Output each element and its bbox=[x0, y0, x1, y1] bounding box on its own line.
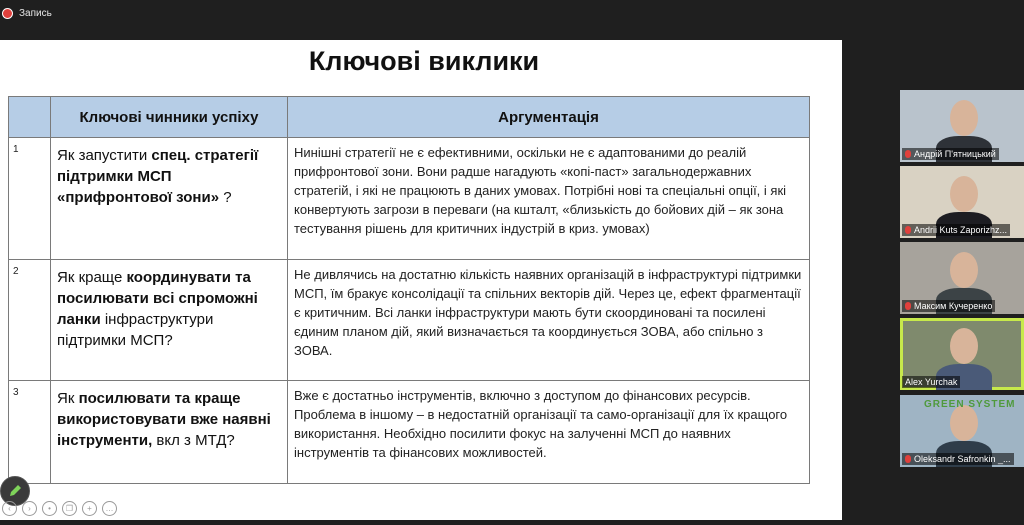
muted-mic-icon bbox=[905, 455, 911, 463]
factor-emphasis: координувати та посилювати всі спроможні ланки bbox=[57, 269, 258, 328]
factor-text: ? bbox=[219, 189, 232, 206]
participant-tile[interactable] bbox=[900, 90, 1024, 162]
muted-mic-icon bbox=[905, 302, 911, 310]
argument-cell: Нинішні стратегії не є ефективними, оскільки не є адаптованими до реалій прифронтової зони. Вони радше нагадують «копі-паст» загальнодержавних стратегій, і які не працюють в даних умовах. Потрібні нові та спеціальні опції, і які конвертують загрози в переваги (на кшталт, «близькість до бойових дій – як зона тестування рішень для критичних індустрій в криз. умовах) bbox=[288, 138, 810, 260]
recording-indicator[interactable] bbox=[2, 8, 52, 19]
header-num bbox=[9, 97, 51, 138]
participant-tile[interactable] bbox=[900, 242, 1024, 314]
participant-name-tag bbox=[902, 453, 1014, 465]
factor-text: вкл з МТД? bbox=[152, 432, 235, 449]
table-row bbox=[9, 138, 810, 260]
participant-name: Oleksandr Safronkin _... bbox=[914, 454, 1011, 464]
pointer-icon[interactable]: • bbox=[42, 501, 57, 516]
participant-name-tag bbox=[902, 148, 999, 160]
next-icon[interactable]: › bbox=[22, 501, 37, 516]
copy-icon[interactable]: ❐ bbox=[62, 501, 77, 516]
slide-title: Ключові виклики bbox=[308, 46, 540, 76]
top-bar bbox=[0, 0, 1024, 30]
participant-face bbox=[950, 176, 978, 212]
factor-text: Як краще bbox=[57, 269, 127, 286]
more-icon[interactable]: … bbox=[102, 501, 117, 516]
table-row bbox=[9, 381, 810, 484]
factor-text: інфраструктури підтримки МСП? bbox=[57, 311, 214, 349]
factor-emphasis: спец. стратегії підтримки МСП «прифронтової зони» bbox=[57, 147, 259, 206]
row-number: 1 bbox=[9, 138, 51, 260]
record-icon bbox=[2, 8, 13, 19]
participant-name: Андрій П'ятницький bbox=[914, 149, 996, 159]
header-factors: Ключові чинники успіху bbox=[51, 97, 288, 138]
participant-name: Alex Yurchak bbox=[905, 377, 958, 387]
success-factor-cell bbox=[51, 381, 288, 484]
participant-name-tag bbox=[902, 300, 995, 312]
factor-text: Як bbox=[57, 390, 79, 407]
participant-name: Andrii Kuts Zaporizhz... bbox=[914, 225, 1008, 235]
background-logo: GREEN SYSTEM bbox=[924, 399, 1016, 410]
participant-face bbox=[950, 328, 978, 364]
pen-icon bbox=[7, 483, 23, 499]
argument-cell: Вже є достатньо інструментів, включно з доступом до фінансових ресурсів. Проблема в іншому – в недостатній організації та само-організації для їх кращого використання. Необхідно посилити фокус на залученні МСП до наявних інструментів та фінансових можливостей. bbox=[288, 381, 810, 484]
muted-mic-icon bbox=[905, 150, 911, 158]
participant-name: Максим Кучеренко bbox=[914, 301, 993, 311]
participant-name-tag bbox=[902, 376, 960, 388]
success-factor-cell bbox=[51, 138, 288, 260]
participant-face bbox=[950, 405, 978, 441]
factor-emphasis: посилювати та краще використовувати вже наявні інструменти, bbox=[57, 390, 271, 449]
success-factor-cell bbox=[51, 260, 288, 381]
zoom-icon[interactable]: + bbox=[82, 501, 97, 516]
muted-mic-icon bbox=[905, 226, 911, 234]
row-number: 3 bbox=[9, 381, 51, 484]
participant-tile[interactable] bbox=[900, 318, 1024, 390]
recording-label: Запись bbox=[19, 8, 52, 19]
prev-icon[interactable]: ‹ bbox=[2, 501, 17, 516]
row-number: 2 bbox=[9, 260, 51, 381]
shared-slide bbox=[0, 40, 842, 520]
table-header-row bbox=[9, 97, 810, 138]
table-row bbox=[9, 260, 810, 381]
argument-cell: Не дивлячись на достатню кількість наявних організацій в інфраструктурі підтримки МСП, їм бракує консолідації та спільних векторів дій. Через це, ефект фрагментації є критичним. Всі ланки інфраструктури мають бути скоординовані та посилені єдиним планом дій, який визначається та координується ЗОВА, або спільно з ЗОВА. bbox=[288, 260, 810, 381]
challenges-table bbox=[8, 96, 810, 484]
participant-tile[interactable] bbox=[900, 395, 1024, 467]
factor-text: Як запустити bbox=[57, 147, 152, 164]
participant-face bbox=[950, 252, 978, 288]
participant-tile[interactable] bbox=[900, 166, 1024, 238]
slide-controls bbox=[2, 501, 117, 516]
participant-face bbox=[950, 100, 978, 136]
participant-name-tag bbox=[902, 224, 1010, 236]
header-argument: Аргументація bbox=[288, 97, 810, 138]
